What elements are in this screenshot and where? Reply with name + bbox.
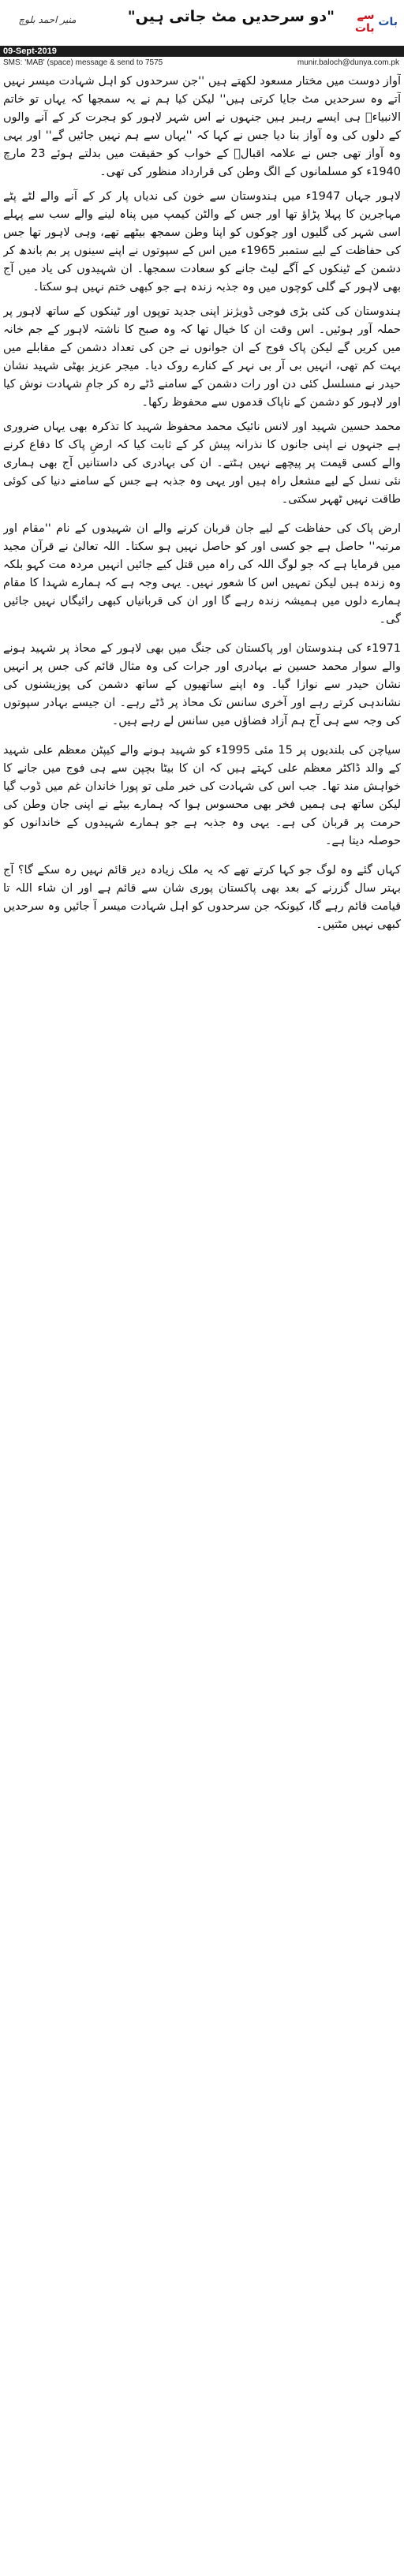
author-signature: منیر احمد بلوچ [18, 14, 77, 25]
logo-word-1: بات [378, 16, 398, 28]
paragraph: ارض پاک کی حفاظت کے لیے جان قربان کرنے والے ان شہیدوں کے نام ''مقام اور مرتبہ'' حاصل ہے جو کسی اور کو حاصل نہیں ہو سکتا۔ اللہ تعالیٰ نے قرآن مجید میں فرمایا ہے کہ جو لوگ اللہ کی راہ میں قتل کیے جائیں انہیں مردہ مت کہو بلکہ وہ زندہ ہیں لیکن تمہیں اس کا شعور نہیں۔ یہی وجہ ہے کہ ہمارے شہدا کا مقام ہمارے دلوں میں ہمیشہ زندہ رہے گا اور ان کی قربانیاں کبھی رائیگاں نہیں جائیں گی۔ [3, 522, 401, 626]
paragraph: سیاچن کی بلندیوں پر 15 مئی 1995ء کو شہید ہونے والے کیپٹن معظم علی شہید کے والد ڈاکٹر معظم علی کہتے ہیں کہ ان کا بیٹا بچپن سے ہی فوج میں جانے کا خواہش مند تھا۔ جب اس کی شہادت کی خبر ملی تو پورا خاندان غم میں ڈوب گیا لیکن ساتھ ہی ہمیں فخر بھی محسوس ہوا کہ ہمارے بیٹے نے اپنی جان وطن کی حرمت پر قربان کی ہے۔ یہی وہ جذبہ ہے جو ہمارے شہیدوں کے خاندانوں کو حوصلہ دیتا ہے۔ [3, 744, 401, 847]
author-email: munir.baloch@dunya.com.pk [297, 58, 399, 67]
paragraph: 1971ء کی ہندوستان اور پاکستان کی جنگ میں بھی لاہور کے محاذ پر شہید ہونے والے سوار محمد حسین نے بہادری اور جرات کی وہ مثال قائم کی جس پر انہیں نشان حیدر سے نوازا گیا۔ وہ اپنے ساتھیوں کے ساتھ دشمن کی پوزیشنوں کی نشاندہی کرتے رہے اور آخری سانس تک محاذ پر ڈٹے رہے۔ ان جیسے بہادر سپوتوں کی وجہ سے ہی آج ہم آزاد فضاؤں میں سانس لے رہے ہیں۔ [3, 642, 401, 727]
paragraph: کہاں گئے وہ لوگ جو کہا کرتے تھے کہ یہ ملک زیادہ دیر قائم نہیں رہ سکے گا؟ آج بہتر سال گزرنے کے بعد بھی پاکستان پوری شان سے قائم ہے اور ان شاء اللہ تا قیامت قائم رہے گا، کیونکہ جن سرحدوں کو اہل شہادت میسر آ جائیں وہ سرحدیں کبھی نہیں مٹتیں۔ [3, 864, 401, 931]
paragraph: لاہور جہاں 1947ء میں ہندوستان سے خون کی ندیاں پار کر کے آنے والے لٹے پٹے مہاجرین کا پہلا پڑاؤ تھا اور جس کے والٹن کیمپ میں پناہ لینے والے سب سے پہلے اسی شہر کی گلیوں اور چوکوں کو اپنا وطن سمجھ بیٹھے تھے، وہی لاہور تھا جس کی حفاظت کے لیے ستمبر 1965ء میں اس کے سپوتوں نے اپنے سینوں پر بم باندھ کر دشمن کے ٹینکوں کے آگے لیٹ جانے کو سعادت سمجھا۔ ان شہیدوں کی یاد میں آج بھی لاہور کے گلی کوچوں میں وہ جذبہ زندہ ہے جو کبھی ختم نہیں ہو سکتا۔ [3, 190, 401, 293]
column-logo [339, 5, 398, 39]
article-body [3, 73, 401, 2566]
logo-word-2: سے بات [354, 9, 375, 35]
column-header [0, 0, 404, 69]
paragraph: محمد حسین شہید اور لانس نائیک محمد محفوظ شہید کا تذکرہ بھی یہاں ضروری ہے جنہوں نے اپنی جانوں کا نذرانہ پیش کر کے ثابت کیا کہ ارضِ پاک کا دفاع کرنے والے کسی قیمت پر پیچھے نہیں ہٹتے۔ ان کی بہادری کی داستانیں آج بھی ہماری نئی نسل کے لیے مشعل راہ ہیں اور یہی وہ جذبہ ہے جس کے سامنے دنیا کی کوئی طاقت نہیں ٹھہر سکتی۔ [3, 421, 401, 506]
column-title: "دو سرحدیں مٹ جاتی ہیں" [127, 8, 335, 25]
paragraph: آواز دوست میں مختار مسعود لکھتے ہیں ''جن سرحدوں کو اہل شہادت میسر نہیں آتے وہ سرحدیں مٹ جایا کرتی ہیں'' لیکن کیا ہم نے یہ سمجھا کہ یہاں تو خاتم الانبیاءؐ ہی ایسے رہبر ہیں جنہوں نے اس شہر لاہور کو ہجرت کر کے آنے والوں کے دلوں کی وہ آواز بنا دیا جس نے کہا کہ ''یہاں سے ہم نہیں جائیں گے'' اور یہی وہ آواز تھی جس نے علامہ اقبالؒ کے خواب کو حقیقت میں بدلتے ہوئے 23 مارچ 1940ء کو مسلمانوں کے الگ وطن کی قرارداد منظور کی تھی۔ [3, 75, 401, 178]
paragraph: ہندوستان کی کئی بڑی فوجی ڈویژنز اپنی جدید توپوں اور ٹینکوں کے ساتھ لاہور پر حملہ آور ہوئیں۔ اس وقت ان کا خیال تھا کہ وہ صبح کا ناشتہ لاہور کے جم خانہ میں کریں گے لیکن پاک فوج کے ان جوانوں نے جن کی تعداد دشمن کے مقابلے میں بہت کم تھی، انہیں بی آر بی نہر کے کنارے روک دیا۔ میجر عزیز بھٹی شہید نشان حیدر نے مسلسل کئی دن اور رات دشمن کے سامنے ڈٹے رہ کر جامِ شہادت نوش کیا اور لاہور کو دشمن کے ناپاک قدموں سے محفوظ رکھا۔ [3, 305, 401, 409]
date-bar [0, 46, 404, 57]
sms-instruction: SMS: 'MAB' (space) message & send to 7575 [3, 58, 163, 67]
publish-date: 09-Sept-2019 [3, 47, 57, 56]
